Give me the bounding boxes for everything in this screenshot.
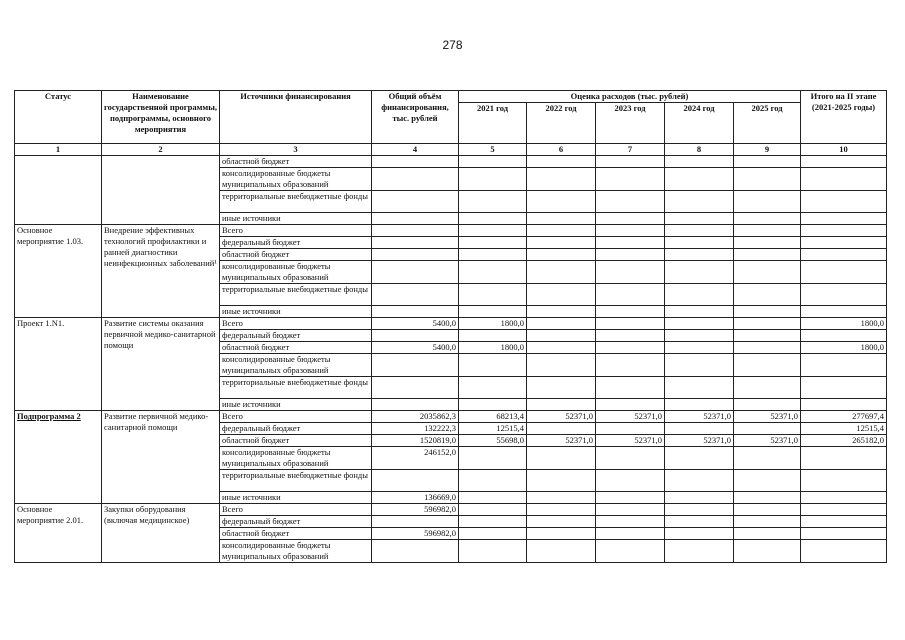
year-2024 [665,168,734,191]
year-2023 [596,213,665,225]
year-2021 [459,191,527,213]
year-2022 [527,237,596,249]
year-2022 [527,504,596,516]
year-2022 [527,354,596,377]
funding-source: территориальные внебюджетные фонды [220,470,372,492]
funding-source: областной бюджет [220,249,372,261]
row-status: Проект 1.N1. [15,318,102,411]
stage-total: 277697,4 [801,411,887,423]
year-2022 [527,528,596,540]
total-volume [372,191,459,213]
funding-source: федеральный бюджет [220,516,372,528]
stage-total: 265182,0 [801,435,887,447]
total-volume: 136669,0 [372,492,459,504]
year-2021 [459,470,527,492]
funding-source: консолидированные бюджеты муниципальных образований [220,168,372,191]
column-number: 6 [527,144,596,156]
year-2023 [596,249,665,261]
funding-source: иные источники [220,399,372,411]
header-stage-total: Итого на II этапе (2021-2025 годы) [801,91,887,144]
year-2022: 52371,0 [527,411,596,423]
table-row [15,411,887,423]
header-total-volume: Общий объём финансирования, тыс. рублей [372,91,459,144]
year-2024 [665,237,734,249]
year-2023 [596,318,665,330]
year-2023 [596,516,665,528]
header-estimate: Оценка расходов (тыс. рублей) [459,91,801,103]
year-2023 [596,156,665,168]
year-2023 [596,354,665,377]
financing-table [14,90,887,563]
year-2022 [527,156,596,168]
year-2023 [596,492,665,504]
column-number: 7 [596,144,665,156]
row-program-name: Внедрение эффективных технологий профилактики и ранней диагностики неинфекционных заболеваний¹ [102,225,220,318]
stage-total [801,377,887,399]
year-2025 [734,447,801,470]
year-2025 [734,156,801,168]
funding-source: областной бюджет [220,528,372,540]
stage-total [801,284,887,306]
total-volume: 1520819,0 [372,435,459,447]
year-2024 [665,191,734,213]
stage-total [801,540,887,563]
funding-source: Всего [220,411,372,423]
year-2025 [734,377,801,399]
stage-total [801,156,887,168]
funding-source: консолидированные бюджеты муниципальных образований [220,261,372,284]
year-2025 [734,470,801,492]
funding-source: Всего [220,504,372,516]
year-2024 [665,330,734,342]
year-2022 [527,225,596,237]
year-2024 [665,377,734,399]
stage-total [801,470,887,492]
header-year: 2021 год [459,103,527,144]
row-program-name: Закупки оборудования (включая медицинское) [102,504,220,563]
year-2025 [734,342,801,354]
year-2021 [459,540,527,563]
year-2021 [459,330,527,342]
year-2021 [459,156,527,168]
year-2023: 52371,0 [596,411,665,423]
total-volume [372,156,459,168]
year-2023 [596,168,665,191]
stage-total [801,399,887,411]
year-2025 [734,504,801,516]
year-2021 [459,528,527,540]
year-2025 [734,191,801,213]
total-volume [372,168,459,191]
total-volume: 5400,0 [372,318,459,330]
header-status: Статус [15,91,102,144]
column-number: 4 [372,144,459,156]
year-2025 [734,399,801,411]
header-year: 2022 год [527,103,596,144]
row-status: Основное мероприятие 1.03. [15,225,102,318]
stage-total: 1800,0 [801,342,887,354]
funding-source: Всего [220,225,372,237]
total-volume: 596982,0 [372,528,459,540]
year-2023 [596,528,665,540]
total-volume [372,354,459,377]
stage-total [801,306,887,318]
total-volume [372,540,459,563]
stage-total [801,168,887,191]
funding-source: иные источники [220,213,372,225]
year-2022 [527,318,596,330]
total-volume [372,249,459,261]
year-2023 [596,237,665,249]
year-2021 [459,225,527,237]
stage-total [801,237,887,249]
stage-total [801,447,887,470]
funding-source: федеральный бюджет [220,423,372,435]
year-2021: 55698,0 [459,435,527,447]
year-2022 [527,540,596,563]
funding-source: территориальные внебюджетные фонды [220,284,372,306]
year-2022 [527,249,596,261]
stage-total [801,354,887,377]
year-2022 [527,213,596,225]
funding-source: иные источники [220,492,372,504]
year-2021 [459,399,527,411]
year-2025 [734,237,801,249]
funding-source: федеральный бюджет [220,330,372,342]
table-row [15,318,887,330]
year-2021 [459,237,527,249]
total-volume [372,261,459,284]
column-number: 9 [734,144,801,156]
year-2024 [665,213,734,225]
year-2024 [665,249,734,261]
total-volume [372,399,459,411]
year-2022 [527,191,596,213]
year-2023 [596,470,665,492]
year-2025 [734,540,801,563]
year-2021 [459,516,527,528]
year-2024 [665,447,734,470]
year-2023 [596,423,665,435]
header-program-name: Наименование государственной программы, подпрограммы, основного мероприятия [102,91,220,144]
year-2021 [459,504,527,516]
year-2023 [596,306,665,318]
row-status: Подпрограмма 2 [15,411,102,504]
header-year: 2023 год [596,103,665,144]
year-2023 [596,540,665,563]
year-2025 [734,354,801,377]
year-2021 [459,492,527,504]
header-sources: Источники финансирования [220,91,372,144]
year-2023 [596,225,665,237]
year-2023 [596,191,665,213]
year-2025 [734,261,801,284]
year-2021: 1800,0 [459,342,527,354]
year-2025 [734,213,801,225]
year-2024 [665,470,734,492]
stage-total [801,249,887,261]
stage-total [801,213,887,225]
stage-total [801,528,887,540]
total-volume [372,237,459,249]
column-number: 5 [459,144,527,156]
stage-total [801,225,887,237]
year-2024 [665,306,734,318]
stage-total: 1800,0 [801,318,887,330]
year-2025 [734,330,801,342]
column-number: 3 [220,144,372,156]
year-2021: 68213,4 [459,411,527,423]
year-2025 [734,528,801,540]
year-2025 [734,225,801,237]
year-2024 [665,528,734,540]
year-2024 [665,342,734,354]
year-2025 [734,306,801,318]
funding-source: областной бюджет [220,156,372,168]
column-number: 2 [102,144,220,156]
year-2024 [665,284,734,306]
total-volume [372,225,459,237]
total-volume [372,213,459,225]
column-number-row [15,144,887,156]
year-2022 [527,423,596,435]
funding-source: областной бюджет [220,435,372,447]
table-row [15,504,887,516]
year-2025 [734,249,801,261]
year-2022 [527,399,596,411]
table-row [15,156,887,168]
row-status: Основное мероприятие 2.01. [15,504,102,563]
total-volume [372,306,459,318]
year-2021 [459,306,527,318]
table-body [15,156,887,563]
year-2025 [734,423,801,435]
funding-source: консолидированные бюджеты муниципальных образований [220,447,372,470]
year-2024 [665,318,734,330]
year-2025 [734,492,801,504]
funding-source: консолидированные бюджеты муниципальных образований [220,540,372,563]
year-2022 [527,330,596,342]
year-2025: 52371,0 [734,411,801,423]
total-volume [372,377,459,399]
year-2023 [596,447,665,470]
year-2021 [459,447,527,470]
year-2024: 52371,0 [665,411,734,423]
year-2024 [665,504,734,516]
year-2022 [527,377,596,399]
year-2021 [459,249,527,261]
year-2021: 12515,4 [459,423,527,435]
column-number: 10 [801,144,887,156]
year-2021 [459,284,527,306]
table-row [15,225,887,237]
year-2024 [665,516,734,528]
year-2022 [527,342,596,354]
funding-source: территориальные внебюджетные фонды [220,377,372,399]
funding-source: территориальные внебюджетные фонды [220,191,372,213]
year-2023 [596,504,665,516]
year-2023 [596,342,665,354]
year-2022 [527,470,596,492]
year-2022 [527,492,596,504]
year-2023 [596,399,665,411]
year-2021 [459,377,527,399]
year-2022 [527,306,596,318]
stage-total [801,516,887,528]
year-2025 [734,516,801,528]
year-2024: 52371,0 [665,435,734,447]
total-volume: 2035862,3 [372,411,459,423]
total-volume: 5400,0 [372,342,459,354]
funding-source: Всего [220,318,372,330]
year-2023 [596,330,665,342]
year-2023: 52371,0 [596,435,665,447]
stage-total: 12515,4 [801,423,887,435]
column-number: 1 [15,144,102,156]
row-program-name [102,156,220,225]
page-number: 278 [442,38,463,52]
year-2025: 52371,0 [734,435,801,447]
year-2021 [459,213,527,225]
year-2022 [527,516,596,528]
stage-total [801,191,887,213]
total-volume: 596982,0 [372,504,459,516]
funding-source: иные источники [220,306,372,318]
total-volume: 246152,0 [372,447,459,470]
year-2021: 1800,0 [459,318,527,330]
total-volume [372,470,459,492]
total-volume [372,284,459,306]
stage-total [801,330,887,342]
header-year: 2024 год [665,103,734,144]
year-2021 [459,261,527,284]
funding-source: федеральный бюджет [220,237,372,249]
year-2024 [665,156,734,168]
year-2023 [596,377,665,399]
year-2022 [527,261,596,284]
year-2022 [527,447,596,470]
stage-total [801,504,887,516]
header-year: 2025 год [734,103,801,144]
year-2025 [734,168,801,191]
row-program-name: Развитие первичной медико-санитарной помощи [102,411,220,504]
stage-total [801,261,887,284]
year-2025 [734,284,801,306]
total-volume [372,330,459,342]
total-volume: 132222,3 [372,423,459,435]
total-volume [372,516,459,528]
funding-source: областной бюджет [220,342,372,354]
funding-source: консолидированные бюджеты муниципальных образований [220,354,372,377]
row-status [15,156,102,225]
year-2022 [527,168,596,191]
year-2022: 52371,0 [527,435,596,447]
row-program-name: Развитие системы оказания первичной медико-санитарной помощи [102,318,220,411]
year-2024 [665,399,734,411]
year-2021 [459,354,527,377]
year-2024 [665,261,734,284]
year-2023 [596,284,665,306]
year-2024 [665,423,734,435]
year-2021 [459,168,527,191]
column-number: 8 [665,144,734,156]
year-2023 [596,261,665,284]
year-2024 [665,492,734,504]
year-2025 [734,318,801,330]
year-2024 [665,225,734,237]
stage-total [801,492,887,504]
year-2022 [527,284,596,306]
year-2024 [665,540,734,563]
year-2024 [665,354,734,377]
